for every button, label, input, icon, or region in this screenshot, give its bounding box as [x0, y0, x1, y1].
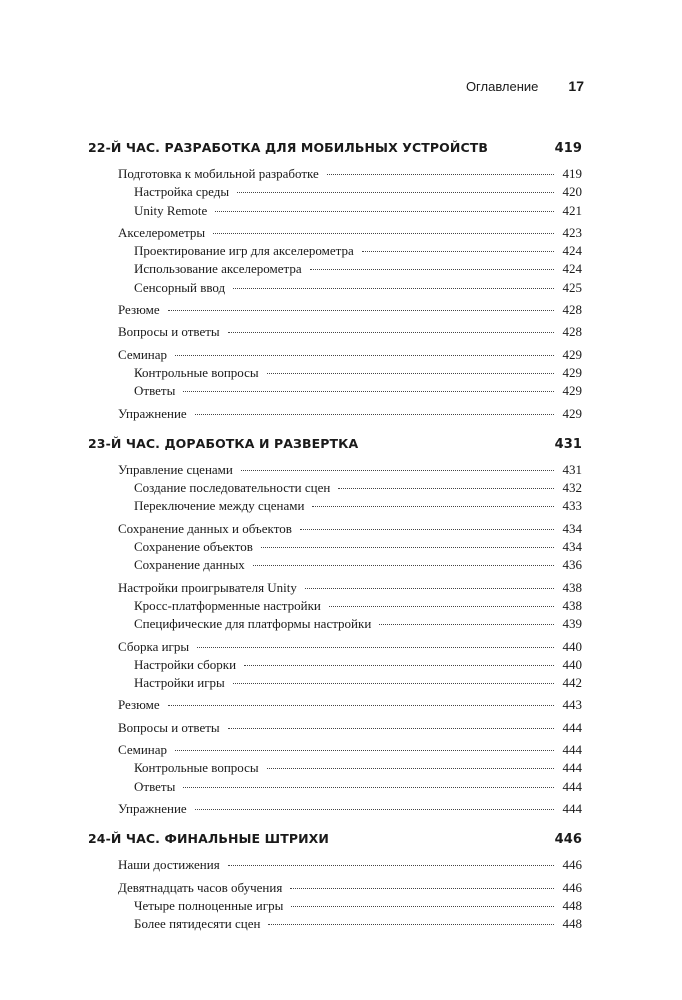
toc-entry-title: Упражнение: [118, 800, 187, 816]
page-number: 17: [568, 78, 584, 94]
toc-entry[interactable]: [88, 260, 582, 278]
toc-entry[interactable]: [88, 800, 582, 818]
dot-leader: [329, 605, 554, 607]
chapter-title: 22-Й ЧАС. РАЗРАБОТКА ДЛЯ МОБИЛЬНЫХ УСТРОЙСТВ: [88, 140, 488, 155]
toc-entry[interactable]: [88, 719, 582, 737]
dot-leader: [195, 413, 554, 415]
toc-group: [88, 165, 582, 220]
toc-entry-page: 429: [562, 405, 582, 421]
toc-entry[interactable]: [88, 346, 582, 364]
toc-entry[interactable]: [88, 741, 582, 759]
toc-entry-page: 424: [562, 243, 582, 259]
toc-entry[interactable]: [88, 674, 582, 692]
dot-leader: [228, 331, 554, 333]
toc-entry[interactable]: [88, 879, 582, 897]
toc-entry-page: 439: [562, 616, 582, 632]
dot-leader: [215, 210, 554, 212]
dot-leader: [312, 505, 554, 507]
toc-entry[interactable]: [88, 778, 582, 796]
chapter-heading[interactable]: [88, 435, 582, 453]
toc-group: [88, 879, 582, 934]
toc-entry-title: Более пятидесяти сцен: [134, 916, 261, 932]
toc-entry-title: Ответы: [134, 383, 176, 399]
toc-entry[interactable]: [88, 579, 582, 597]
toc-entry[interactable]: [88, 165, 582, 183]
dot-leader: [237, 191, 554, 193]
toc-entry[interactable]: [88, 538, 582, 556]
toc-entry-page: 438: [562, 579, 582, 595]
toc-entry-page: 429: [562, 346, 582, 362]
toc-entry-title: Резюме: [118, 697, 160, 713]
toc-entry-title: Сборка игры: [118, 638, 190, 654]
toc-entry-title: Семинар: [118, 346, 168, 362]
toc-entry-page: 443: [562, 697, 582, 713]
toc-entry[interactable]: [88, 759, 582, 777]
toc-entry-title: Проектирование игр для акселерометра: [134, 243, 354, 259]
toc-entry-title: Сохранение данных: [134, 557, 245, 573]
dot-leader: [310, 268, 554, 270]
table-of-contents: [88, 139, 582, 945]
running-head-section: Оглавление: [465, 79, 539, 94]
dot-leader: [267, 372, 554, 374]
toc-entry-page: 446: [562, 879, 582, 895]
running-head: [0, 78, 584, 94]
toc-entry-page: 423: [562, 224, 582, 240]
toc-entry-title: Ответы: [134, 778, 176, 794]
toc-entry[interactable]: [88, 638, 582, 656]
toc-entry[interactable]: [88, 461, 582, 479]
toc-entry[interactable]: [88, 224, 582, 242]
toc-entry-page: 420: [562, 184, 582, 200]
dot-leader: [183, 390, 554, 392]
toc-entry-title: Настройки игры: [134, 675, 225, 691]
toc-group: [88, 301, 582, 319]
chapter-block: [88, 139, 582, 423]
toc-entry-page: 446: [562, 857, 582, 873]
toc-group: [88, 638, 582, 693]
toc-group: [88, 800, 582, 818]
dot-leader: [338, 487, 554, 489]
toc-entry-page: 438: [562, 597, 582, 613]
toc-entry-title: Упражнение: [118, 405, 187, 421]
toc-entry-title: Подготовка к мобильной разработке: [118, 166, 319, 181]
toc-entry-title: Вопросы и ответы: [118, 324, 220, 340]
toc-entry-page: 431: [562, 461, 582, 477]
toc-group: [88, 719, 582, 737]
toc-entry[interactable]: [88, 615, 582, 633]
toc-entry-title: Настройки проигрывателя Unity: [118, 579, 297, 595]
toc-entry[interactable]: [88, 520, 582, 538]
toc-entry-page: 432: [562, 480, 582, 496]
dot-leader: [253, 564, 554, 566]
toc-entry-page: 428: [562, 324, 582, 340]
chapter-block: [88, 435, 582, 818]
dot-leader: [291, 905, 554, 907]
dot-leader: [290, 887, 554, 889]
toc-entry[interactable]: [88, 242, 582, 260]
toc-entry[interactable]: [88, 597, 582, 615]
toc-entry-page: 434: [562, 520, 582, 536]
toc-entry[interactable]: [88, 856, 582, 874]
toc-entry-page: 444: [562, 719, 582, 735]
toc-entry[interactable]: [88, 202, 582, 220]
toc-entry[interactable]: [88, 364, 582, 382]
toc-entry-title: Вопросы и ответы: [118, 719, 220, 735]
toc-entry-page: 424: [562, 261, 582, 277]
toc-entry-title: Настройка среды: [134, 184, 230, 200]
toc-entry-page: 448: [562, 916, 582, 932]
chapter-block: [88, 830, 582, 933]
dot-leader: [168, 704, 554, 706]
chapter-page: 446: [554, 832, 582, 848]
toc-entry-title: Сохранение данных и объектов: [118, 520, 292, 536]
toc-entry-page: 428: [562, 302, 582, 318]
toc-group: [88, 696, 582, 714]
toc-group: [88, 520, 582, 575]
chapter-heading[interactable]: [88, 139, 582, 157]
chapter-page: 431: [554, 436, 582, 452]
dot-leader: [244, 664, 554, 666]
toc-entry-page: 419: [562, 166, 582, 181]
dot-leader: [228, 864, 554, 866]
dot-leader: [362, 250, 554, 252]
toc-entry-page: 429: [562, 364, 582, 380]
toc-entry[interactable]: [88, 183, 582, 201]
toc-entry-page: 444: [562, 800, 582, 816]
toc-entry[interactable]: [88, 656, 582, 674]
toc-entry-title: Резюме: [118, 302, 160, 318]
toc-entry-page: 442: [562, 675, 582, 691]
toc-entry-page: 444: [562, 742, 582, 758]
toc-entry-title: Акселерометры: [118, 224, 206, 240]
dot-leader: [268, 923, 554, 925]
toc-group: [88, 224, 582, 297]
toc-entry-page: 434: [562, 539, 582, 555]
toc-entry[interactable]: [88, 897, 582, 915]
toc-entry[interactable]: [88, 479, 582, 497]
toc-entry-page: 436: [562, 557, 582, 573]
toc-entry-page: 448: [562, 897, 582, 913]
dot-leader: [213, 232, 554, 234]
dot-leader: [233, 682, 554, 684]
dot-leader: [305, 587, 554, 589]
chapter-title: 23-Й ЧАС. ДОРАБОТКА И РАЗВЕРТКА: [88, 435, 359, 451]
toc-entry[interactable]: [88, 301, 582, 319]
dot-leader: [175, 354, 554, 356]
chapter-page: 419: [554, 141, 582, 156]
toc-entry-title: Контрольные вопросы: [134, 760, 259, 776]
dot-leader: [228, 727, 554, 729]
dot-leader: [233, 287, 554, 289]
toc-group: [88, 461, 582, 516]
toc-entry-title: Сенсорный ввод: [134, 279, 226, 295]
toc-entry[interactable]: [88, 915, 582, 933]
toc-entry[interactable]: [88, 556, 582, 574]
chapter-title: 24-Й ЧАС. ФИНАЛЬНЫЕ ШТРИХИ: [88, 831, 329, 847]
dot-leader: [261, 546, 554, 548]
toc-entry-page: 425: [562, 279, 582, 295]
toc-entry[interactable]: [88, 497, 582, 515]
toc-entry-page: 444: [562, 778, 582, 794]
toc-entry-title: Контрольные вопросы: [134, 364, 259, 380]
dot-leader: [168, 309, 554, 311]
dot-leader: [195, 808, 554, 810]
toc-entry-page: 440: [562, 638, 582, 654]
toc-entry-title: Девятнадцать часов обучения: [118, 879, 283, 895]
dot-leader: [327, 173, 554, 175]
toc-entry-title: Специфические для платформы настройки: [134, 616, 372, 632]
toc-entry-page: 429: [562, 383, 582, 399]
toc-group: [88, 856, 582, 874]
toc-entry-page: 421: [562, 202, 582, 218]
toc-entry[interactable]: [88, 279, 582, 297]
toc-entry-title: Четыре полноценные игры: [134, 897, 284, 913]
toc-group: [88, 741, 582, 796]
toc-group: [88, 346, 582, 401]
toc-entry-title: Кросс-платформенные настройки: [134, 597, 321, 613]
dot-leader: [300, 528, 554, 530]
toc-entry-title: Семинар: [118, 742, 168, 758]
toc-group: [88, 405, 582, 423]
toc-entry[interactable]: [88, 382, 582, 400]
toc-entry-title: Управление сценами: [118, 461, 233, 477]
dot-leader: [379, 623, 554, 625]
toc-entry-page: 444: [562, 760, 582, 776]
toc-entry-title: Настройки сборки: [134, 656, 237, 672]
toc-group: [88, 579, 582, 634]
toc-entry-page: 440: [562, 656, 582, 672]
toc-entry[interactable]: [88, 323, 582, 341]
toc-entry-title: Переключение между сценами: [134, 498, 305, 514]
dot-leader: [183, 786, 554, 788]
toc-entry-title: Unity Remote: [134, 202, 208, 218]
dot-leader: [197, 646, 554, 648]
dot-leader: [267, 767, 554, 769]
toc-entry-title: Наши достижения: [118, 857, 220, 873]
toc-entry-title: Использование акселерометра: [134, 261, 302, 277]
toc-group: [88, 323, 582, 341]
toc-entry-page: 433: [562, 498, 582, 514]
toc-entry-title: Создание последовательности сцен: [134, 480, 331, 496]
toc-entry[interactable]: [88, 405, 582, 423]
chapter-heading[interactable]: [88, 830, 582, 848]
toc-entry[interactable]: [88, 696, 582, 714]
toc-entry-title: Сохранение объектов: [134, 539, 253, 555]
dot-leader: [175, 749, 554, 751]
dot-leader: [241, 469, 554, 471]
